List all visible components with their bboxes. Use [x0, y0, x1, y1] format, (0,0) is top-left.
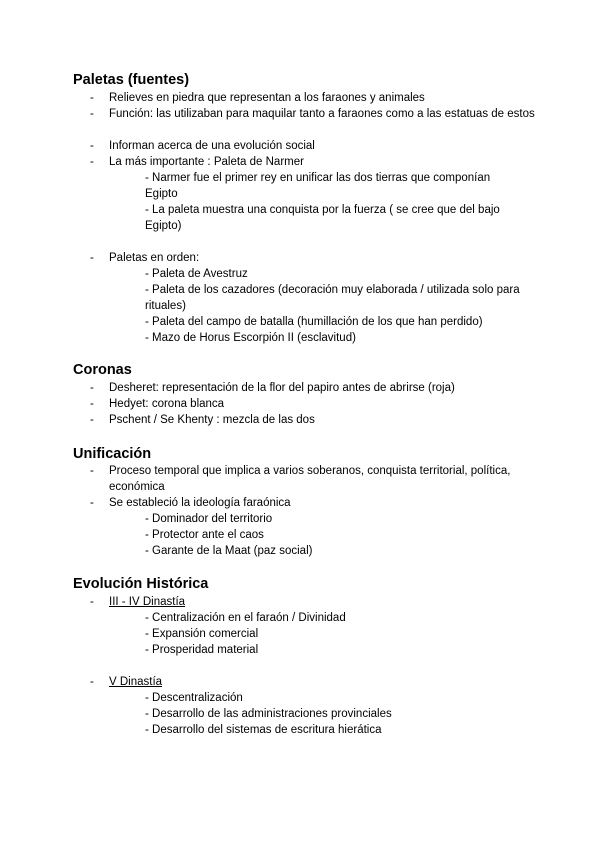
list-item-text: Hedyet: corona blanca: [109, 398, 225, 410]
sub-item: - Desarrollo del sistemas de escritura hierática: [145, 724, 382, 736]
list-item-text: Paletas en orden:: [109, 252, 200, 264]
bullet-dash: -: [90, 252, 94, 264]
sub-item: - Dominador del territorio: [145, 513, 273, 525]
list-item-text: Se estableció la ideología faraónica: [109, 497, 291, 509]
bullet-dash: -: [90, 92, 94, 104]
sub-item: - Protector ante el caos: [145, 529, 264, 541]
sub-item: - La paleta muestra una conquista por la fuerza ( se cree que del bajo Egipto): [145, 204, 500, 232]
list-item-text: Pschent / Se Khenty : mezcla de las dos: [109, 414, 315, 426]
list-item: [90, 495, 540, 511]
bullet-dash: -: [90, 414, 94, 426]
sub-item: - Centralización en el faraón / Divinidad: [145, 612, 346, 624]
heading-coronas: Coronas: [73, 362, 132, 378]
sub-item: - Prosperidad material: [145, 644, 259, 656]
list-item: [90, 250, 540, 266]
list-item-text: Proceso temporal que implica a varios soberanos, conquista territorial, política, económica: [109, 465, 511, 493]
bullet-dash: -: [90, 140, 94, 152]
sub-item: - Paleta de Avestruz: [145, 268, 248, 280]
list-item-text: La más importante : Paleta de Narmer: [109, 156, 304, 168]
sub-item: - Paleta de los cazadores (decoración muy elaborada / utilizada solo para rituales): [145, 284, 520, 312]
sub-item: - Desarrollo de las administraciones provinciales: [145, 708, 392, 720]
sub-item: - Mazo de Horus Escorpión II (esclavitud): [145, 332, 356, 344]
list-item: [90, 674, 540, 690]
sub-item: - Paleta del campo de batalla (humillación de los que han perdido): [145, 316, 483, 328]
list-item: [90, 106, 540, 122]
list-item: [90, 380, 540, 396]
sub-item: - Descentralización: [145, 692, 243, 704]
bullet-dash: -: [90, 676, 94, 688]
bullet-dash: -: [90, 156, 94, 168]
heading-evolucion: Evolución Histórica: [73, 576, 209, 592]
bullet-dash: -: [90, 465, 94, 477]
bullet-dash: -: [90, 497, 94, 509]
list-item: [90, 90, 540, 106]
list-item: [90, 396, 540, 412]
bullet-dash: -: [90, 382, 94, 394]
list-item: [90, 463, 540, 495]
sub-item: - Expansión comercial: [145, 628, 259, 640]
sub-item: - Garante de la Maat (paz social): [145, 545, 313, 557]
bullet-dash: -: [90, 596, 94, 608]
list-item-text: III - IV Dinastía: [109, 596, 186, 608]
list-item: [90, 412, 540, 428]
list-item: [90, 594, 540, 610]
heading-unificacion: Unificación: [73, 446, 152, 462]
list-item: [90, 154, 540, 170]
bullet-dash: -: [90, 398, 94, 410]
heading-paletas: Paletas (fuentes): [73, 72, 190, 88]
list-item: [90, 138, 540, 154]
list-item-text: Relieves en piedra que representan a los faraones y animales: [109, 92, 425, 104]
list-item-text: Función: las utilizaban para maquilar tanto a faraones como a las estatuas de estos: [109, 108, 535, 120]
bullet-dash: -: [90, 108, 94, 120]
sub-item: - Narmer fue el primer rey en unificar las dos tierras que componían Egipto: [145, 172, 491, 200]
list-item-text: Desheret: representación de la flor del papiro antes de abrirse (roja): [109, 382, 455, 394]
list-item-text: V Dinastía: [109, 676, 163, 688]
list-item-text: Informan acerca de una evolución social: [109, 140, 315, 152]
